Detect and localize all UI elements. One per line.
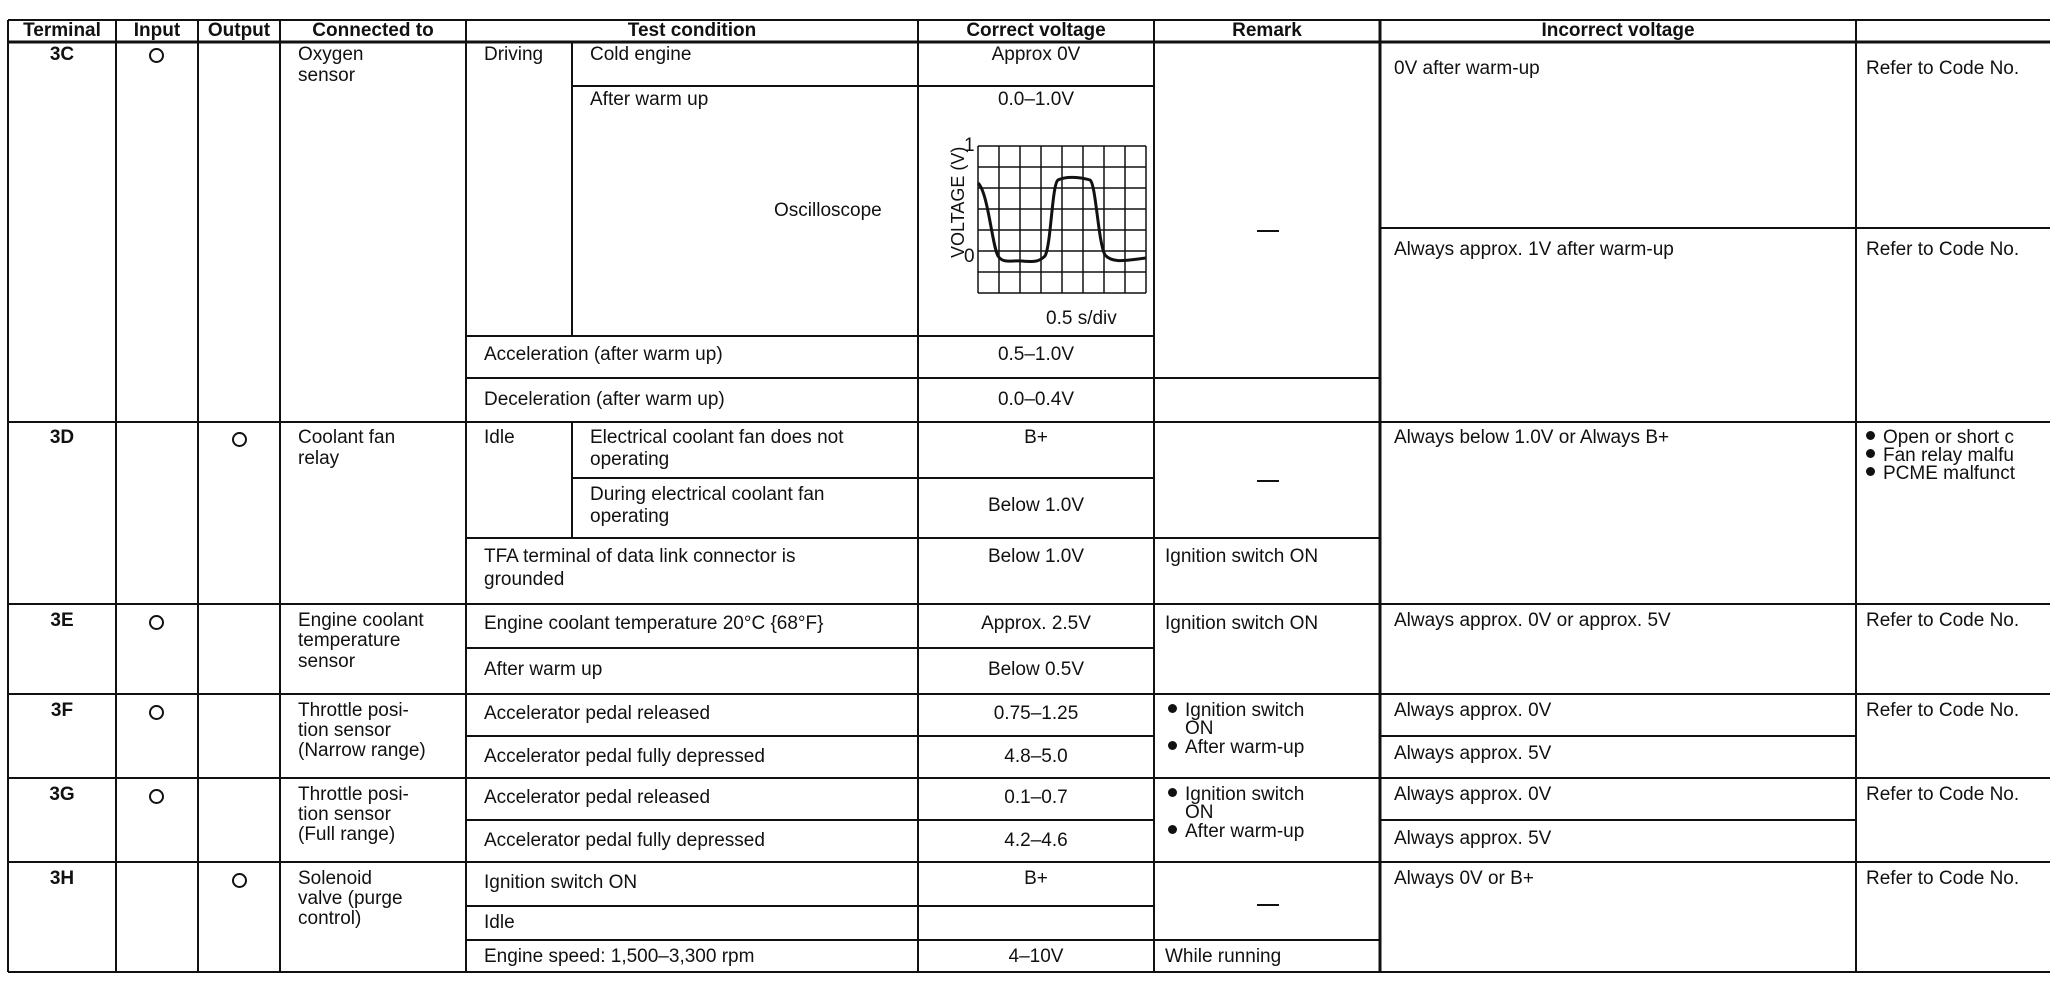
- diagnosis-reference: Refer to Code No.: [1866, 700, 2020, 721]
- condition-fan-on: During electrical coolant fan: [590, 484, 825, 505]
- condition-idle: Idle: [484, 427, 515, 448]
- condition-pedal-released: Accelerator pedal released: [484, 787, 711, 808]
- incorrect-voltage: Always approx. 5V: [1394, 828, 1552, 849]
- connected-to: temperature: [298, 630, 401, 651]
- voltage-tfa: Below 1.0V: [987, 546, 1085, 567]
- input-marker: [149, 48, 164, 63]
- diagnosis-reference: Refer to Code No.: [1866, 868, 2020, 889]
- voltage-cold: Approx 0V: [991, 44, 1081, 65]
- voltage-warm: 0.0–1.0V: [997, 89, 1075, 110]
- connected-to: relay: [298, 448, 340, 469]
- incorrect-voltage: Always approx. 5V: [1394, 743, 1552, 764]
- oscilloscope-tick-1: 1: [964, 135, 975, 156]
- condition-pedal-depressed: Accelerator pedal fully depressed: [484, 830, 765, 851]
- output-marker: [232, 432, 247, 447]
- oscilloscope-time-scale: 0.5 s/div: [1046, 308, 1117, 329]
- bullet-icon: [1866, 449, 1875, 458]
- voltage-fan-on: Below 1.0V: [987, 495, 1085, 516]
- condition-tfa-grounded: grounded: [484, 569, 565, 590]
- terminal-id: 3E: [50, 610, 74, 631]
- incorrect-voltage: Always approx. 0V or approx. 5V: [1394, 610, 1671, 631]
- remark: Ignition switch ON: [1165, 546, 1319, 567]
- incorrect-voltage: Always approx. 0V: [1394, 700, 1552, 721]
- diagnosis-reference: Refer to Code No.: [1866, 58, 2020, 79]
- bullet-icon: [1866, 467, 1875, 476]
- input-marker: [149, 615, 164, 630]
- condition-coolant-temp: Engine coolant temperature 20°C {68°F}: [484, 613, 824, 634]
- remark: Ignition switch: [1168, 700, 1304, 722]
- connected-to: Solenoid: [298, 868, 372, 889]
- remark: Ignition switch: [1168, 784, 1304, 806]
- terminal-id: 3C: [49, 44, 75, 65]
- diagnosis-reference: Refer to Code No.: [1866, 610, 2020, 631]
- voltage-engine-speed: 4–10V: [1008, 946, 1064, 967]
- voltage-acceleration: 0.5–1.0V: [997, 344, 1075, 365]
- terminal-id: 3F: [50, 700, 74, 721]
- connected-to: Throttle posi-: [298, 784, 409, 805]
- incorrect-voltage: Always below 1.0V or Always B+: [1394, 427, 1670, 448]
- incorrect-voltage: Always 0V or B+: [1394, 868, 1534, 889]
- connected-to: control): [298, 908, 362, 929]
- voltage-fan-off: B+: [1024, 427, 1048, 448]
- voltage-coolant-temp: Approx. 2.5V: [981, 613, 1091, 634]
- connected-to: Coolant fan: [298, 427, 396, 448]
- connected-to: (Narrow range): [298, 740, 426, 761]
- condition-tfa-grounded: TFA terminal of data link connector is: [484, 546, 796, 567]
- connected-to: tion sensor: [298, 804, 391, 825]
- oscilloscope-axis-label: VOLTAGE (V): [948, 146, 968, 258]
- connected-to: (Full range): [298, 824, 396, 845]
- voltage-deceleration: 0.0–0.4V: [997, 389, 1075, 410]
- connected-to: tion sensor: [298, 720, 391, 741]
- condition-idle: Idle: [484, 912, 515, 933]
- diagnosis-reference: Refer to Code No.: [1866, 784, 2020, 805]
- condition-deceleration: Deceleration (after warm up): [484, 389, 725, 410]
- input-marker: [149, 705, 164, 720]
- remark-dash: [1257, 480, 1279, 482]
- condition-fan-off: Electrical coolant fan does not: [590, 427, 844, 448]
- condition-pedal-released: Accelerator pedal released: [484, 703, 711, 724]
- condition-engine-speed: Engine speed: 1,500–3,300 rpm: [484, 946, 755, 967]
- cause-item: Fan relay malfu: [1866, 445, 2014, 467]
- voltage-pedal-depressed: 4.2–4.6: [1004, 830, 1068, 851]
- connected-to: valve (purge: [298, 888, 403, 909]
- remark: ON: [1185, 802, 1214, 823]
- connected-to: sensor: [298, 651, 356, 672]
- condition-pedal-depressed: Accelerator pedal fully depressed: [484, 746, 765, 767]
- voltage-pedal-released: 0.75–1.25: [993, 703, 1079, 724]
- condition-after-warm-up: After warm up: [484, 659, 603, 680]
- incorrect-voltage: Always approx. 0V: [1394, 784, 1552, 805]
- header-incorrect-voltage: Incorrect voltage: [1541, 20, 1695, 41]
- header-terminal: Terminal: [23, 20, 101, 41]
- remark: While running: [1165, 946, 1282, 967]
- connected-to: Oxygen: [298, 44, 364, 65]
- header-correct-voltage: Correct voltage: [966, 20, 1106, 41]
- connected-to: sensor: [298, 65, 356, 86]
- header-test-condition: Test condition: [627, 20, 757, 41]
- remark: ON: [1185, 718, 1214, 739]
- incorrect-voltage: 0V after warm-up: [1394, 58, 1540, 79]
- remark: After warm-up: [1168, 821, 1304, 843]
- header-connected-to: Connected to: [312, 20, 434, 41]
- terminal-id: 3H: [49, 868, 75, 889]
- incorrect-voltage: Always approx. 1V after warm-up: [1394, 239, 1674, 260]
- voltage-ignition-on: B+: [1024, 868, 1048, 889]
- condition-driving: Driving: [484, 44, 544, 65]
- bullet-icon: [1168, 825, 1177, 834]
- condition-cold-engine: Cold engine: [590, 44, 692, 65]
- voltage-pedal-depressed: 4.8–5.0: [1004, 746, 1068, 767]
- cause-item: Open or short c: [1866, 427, 2014, 449]
- bullet-icon: [1866, 431, 1875, 440]
- connected-to: Throttle posi-: [298, 700, 409, 721]
- header-remark: Remark: [1232, 20, 1302, 41]
- oscilloscope-trace: [978, 146, 1146, 293]
- voltage-pedal-released: 0.1–0.7: [1004, 787, 1068, 808]
- oscilloscope-label: Oscilloscope: [774, 200, 882, 221]
- diagnosis-reference: Refer to Code No.: [1866, 239, 2020, 260]
- condition-after-warm-up: After warm up: [590, 89, 709, 110]
- remark: Ignition switch ON: [1165, 613, 1319, 634]
- cause-item: PCME malfunct: [1866, 463, 2015, 485]
- remark: After warm-up: [1168, 737, 1304, 759]
- input-marker: [149, 789, 164, 804]
- remark-dash: [1257, 904, 1279, 906]
- oscilloscope-tick-0: 0: [964, 246, 975, 267]
- header-input: Input: [133, 20, 181, 41]
- bullet-icon: [1168, 704, 1177, 713]
- condition-acceleration: Acceleration (after warm up): [484, 344, 723, 365]
- remark-dash: [1257, 230, 1279, 232]
- output-marker: [232, 873, 247, 888]
- condition-ignition-on: Ignition switch ON: [484, 872, 638, 893]
- terminal-id: 3G: [49, 784, 75, 805]
- bullet-icon: [1168, 788, 1177, 797]
- header-output: Output: [207, 20, 271, 41]
- connected-to: Engine coolant: [298, 610, 424, 631]
- condition-fan-off: operating: [590, 449, 670, 470]
- condition-fan-on: operating: [590, 506, 670, 527]
- voltage-after-warm-up: Below 0.5V: [987, 659, 1085, 680]
- terminal-id: 3D: [49, 427, 75, 448]
- bullet-icon: [1168, 741, 1177, 750]
